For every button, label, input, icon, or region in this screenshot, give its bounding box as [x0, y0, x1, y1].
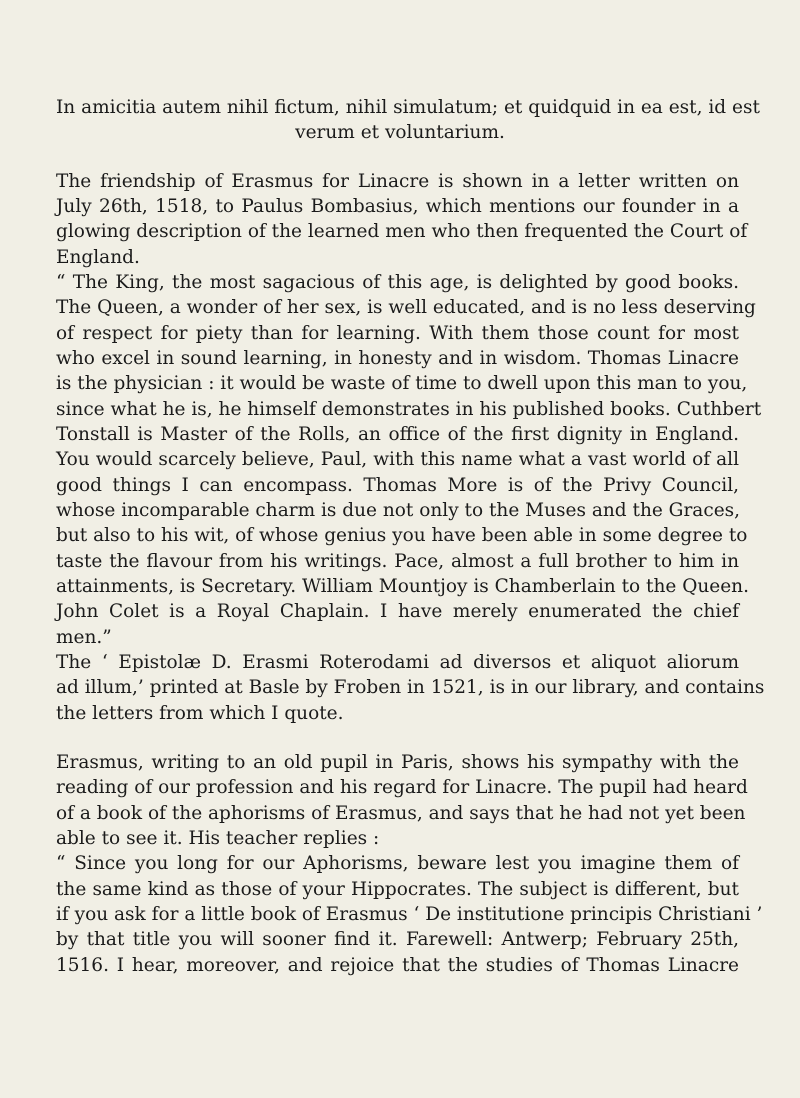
text-line: the same kind as those of your Hippocrates. The subject is different, but: [56, 879, 739, 900]
text-line: You would scarcely believe, Paul, with this name what a vast world of all: [56, 449, 739, 470]
text-line: England.: [56, 247, 140, 268]
text-line: but also to his wit, of whose genius you have been able in some degree to: [56, 525, 748, 546]
text-line: taste the flavour from his writings. Pace, almost a full brother to him in: [56, 551, 739, 572]
text-line: John Colet is a Royal Chaplain. I have merely enumerated the chief: [56, 601, 739, 622]
text-line: Tonstall is Master of the Rolls, an office of the first dignity in England.: [56, 424, 739, 445]
text-line: The friendship of Erasmus for Linacre is shown in a letter written on: [56, 171, 739, 192]
text-line: good things I can encompass. Thomas More is of the Privy Council,: [56, 475, 739, 496]
text-line: men.”: [56, 627, 112, 648]
text-line: The Queen, a wonder of her sex, is well educated, and is no less deserving: [56, 297, 756, 318]
text-line: “ The King, the most sagacious of this age, is delighted by good books.: [56, 272, 739, 293]
text-line: attainments, is Secretary. William Mountjoy is Chamberlain to the Queen.: [56, 576, 749, 597]
text-line: the letters from which I quote.: [56, 703, 344, 724]
text-line: if you ask for a little book of Erasmus ‘ De institutione principis Christiani ’: [56, 904, 763, 925]
text-line: able to see it. His teacher replies :: [56, 828, 380, 849]
text-line: is the physician : it would be waste of time to dwell upon this man to you,: [56, 373, 748, 394]
text-line: reading of our profession and his regard for Linacre. The pupil had heard: [56, 777, 748, 798]
text-line: who excel in sound learning, in honesty and in wisdom. Thomas Linacre: [56, 348, 739, 369]
text-line: of respect for piety than for learning. With them those count for most: [56, 323, 739, 344]
text-line: verum et voluntarium.: [295, 122, 505, 143]
text-line: ad illum,’ printed at Basle by Froben in 1521, is in our library, and contains: [56, 677, 765, 698]
text-line: by that title you will sooner find it. Farewell: Antwerp; February 25th,: [56, 929, 739, 950]
text-line: Erasmus, writing to an old pupil in Paris, shows his sympathy with the: [56, 752, 739, 773]
text-line: In amicitia autem nihil fictum, nihil simulatum; et quidquid in ea est, id est: [56, 97, 760, 118]
text-line: July 26th, 1518, to Paulus Bombasius, which mentions our founder in a: [56, 196, 739, 217]
text-line: 1516. I hear, moreover, and rejoice that the studies of Thomas Linacre: [56, 955, 739, 976]
text-line: since what he is, he himself demonstrates in his published books. Cuthbert: [56, 399, 762, 420]
text-line: whose incomparable charm is due not only to the Muses and the Graces,: [56, 500, 741, 521]
text-line: “ Since you long for our Aphorisms, beware lest you imagine them of: [56, 853, 739, 874]
text-line: glowing description of the learned men who then frequented the Court of: [56, 221, 748, 242]
text-line: The ‘ Epistolæ D. Erasmi Roterodami ad diversos et aliquot aliorum: [56, 652, 739, 673]
text-line: of a book of the aphorisms of Erasmus, and says that he had not yet been: [56, 803, 746, 824]
